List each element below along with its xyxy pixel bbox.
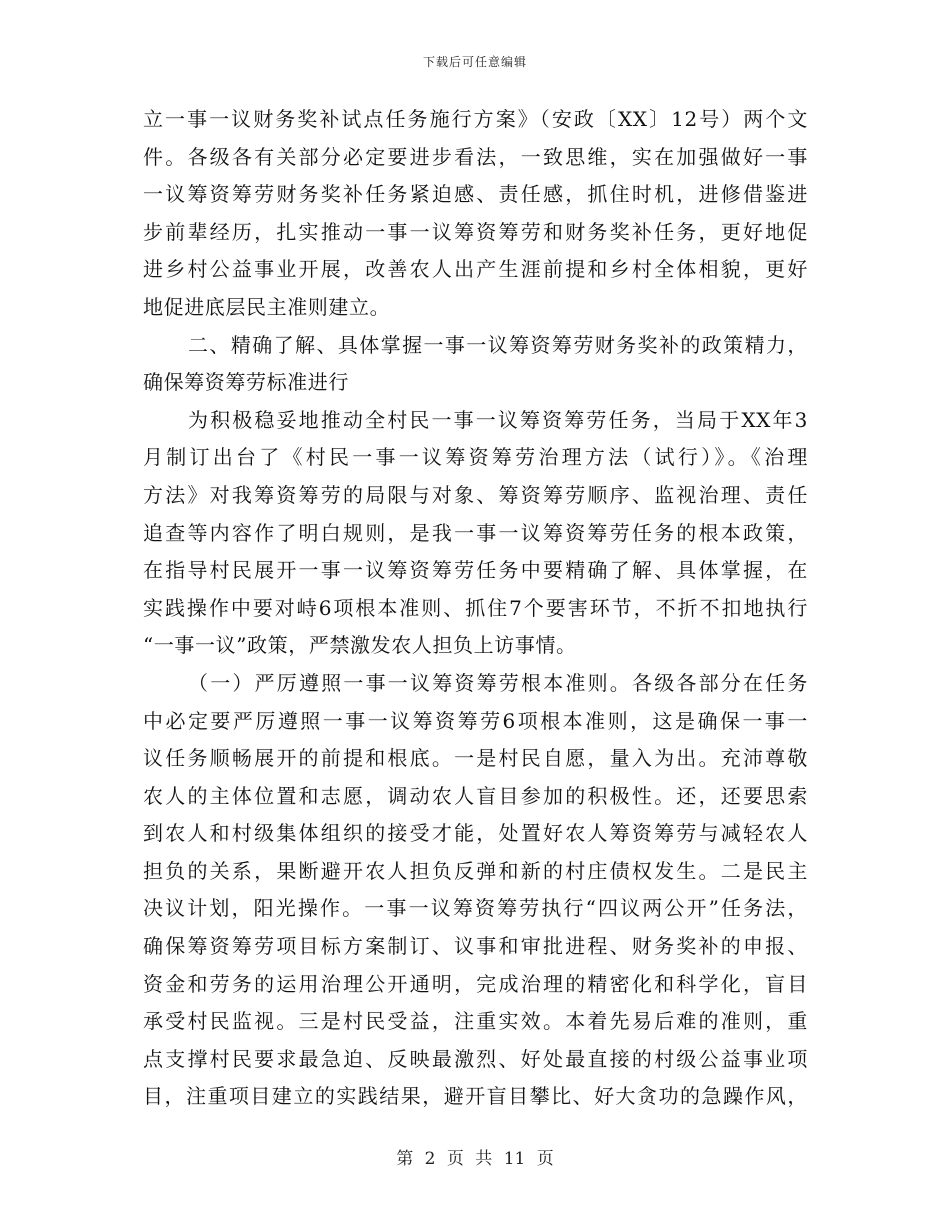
text-line: 承受村民监视。三是村民受益，注重实效。本着先易后难的准则，重 [143, 1009, 808, 1034]
text-line: 中必定要严厉遵照一事一议筹资筹劳6项根本准则，这是确保一事一 [143, 708, 808, 733]
text-line: 在指导村民展开一事一议筹资筹劳任务中要精确了解、具体掌握，在 [143, 558, 808, 583]
text-line: 追查等内容作了明白规则，是我一事一议筹资筹劳任务的根本政策， [143, 520, 808, 545]
text-line: 进乡村公益事业开展，改善农人出产生涯前提和乡村全体相貌，更好 [143, 257, 808, 282]
text-line: 担负的关系，果断避开农人担负反弹和新的村庄债权发生。二是民主 [143, 858, 808, 883]
text-line: 二、精确了解、具体掌握一事一议筹资筹劳财务奖补的政策精力， [188, 332, 808, 357]
document-body [143, 101, 808, 1116]
text-line: 一议筹资筹劳财务奖补任务紧迫感、责任感，抓住时机，进修借鉴进 [143, 182, 808, 207]
text-line: “一事一议”政策，严禁激发农人担负上访事情。 [143, 633, 577, 658]
text-line: 目，注重项目建立的实践结果，避开盲目攀比、好大贪功的急躁作风， [143, 1084, 808, 1109]
text-line: 地促进底层民主准则建立。 [143, 294, 391, 319]
text-line: 实践操作中要对峙6项根本准则、抓住7个要害环节，不折不扣地执行 [143, 595, 808, 620]
text-line: 确保筹资筹劳标准进行 [143, 370, 349, 395]
text-line: 农人的主体位置和志愿，调动农人盲目参加的积极性。还，还要思索 [143, 783, 808, 808]
page-number-footer: 第 2 页 共 11 页 [396, 1149, 554, 1169]
text-line: 为积极稳妥地推动全村民一事一议筹资筹劳任务，当局于XX年3 [188, 407, 808, 432]
text-line: （一）严厉遵照一事一议筹资筹劳根本准则。各级各部分在任务 [188, 670, 808, 695]
text-line: 议任务顺畅展开的前提和根底。一是村民自愿，量入为出。充沛尊敬 [143, 746, 808, 771]
text-line: 资金和劳务的运用治理公开通明，完成治理的精密化和科学化，盲目 [143, 971, 808, 996]
text-line: 到农人和村级集体组织的接受才能，处置好农人筹资筹劳与减轻农人 [143, 821, 808, 846]
text-line: 方法》对我筹资筹劳的局限与对象、筹资筹劳顺序、监视治理、责任 [143, 482, 808, 507]
page-header: 下载后可任意编辑 [422, 55, 527, 69]
text-line: 点支撑村民要求最急迫、反映最激烈、好处最直接的村级公益事业项 [143, 1046, 808, 1071]
text-line: 决议计划，阳光操作。一事一议筹资筹劳执行“四议两公开”任务法， [143, 896, 808, 921]
text-line: 步前辈经历，扎实推动一事一议筹资筹劳和财务奖补任务，更好地促 [143, 219, 808, 244]
text-line: 件。各级各有关部分必定要进步看法，一致思维，实在加强做好一事 [143, 144, 808, 169]
text-line: 月制订出台了《村民一事一议筹资筹劳治理方法（试行）》。《治理 [143, 445, 808, 470]
text-line: 确保筹资筹劳项目标方案制订、议事和审批进程、财务奖补的申报、 [143, 934, 808, 959]
text-line: 立一事一议财务奖补试点任务施行方案》（安政〔XX〕12号）两个文 [143, 107, 808, 131]
